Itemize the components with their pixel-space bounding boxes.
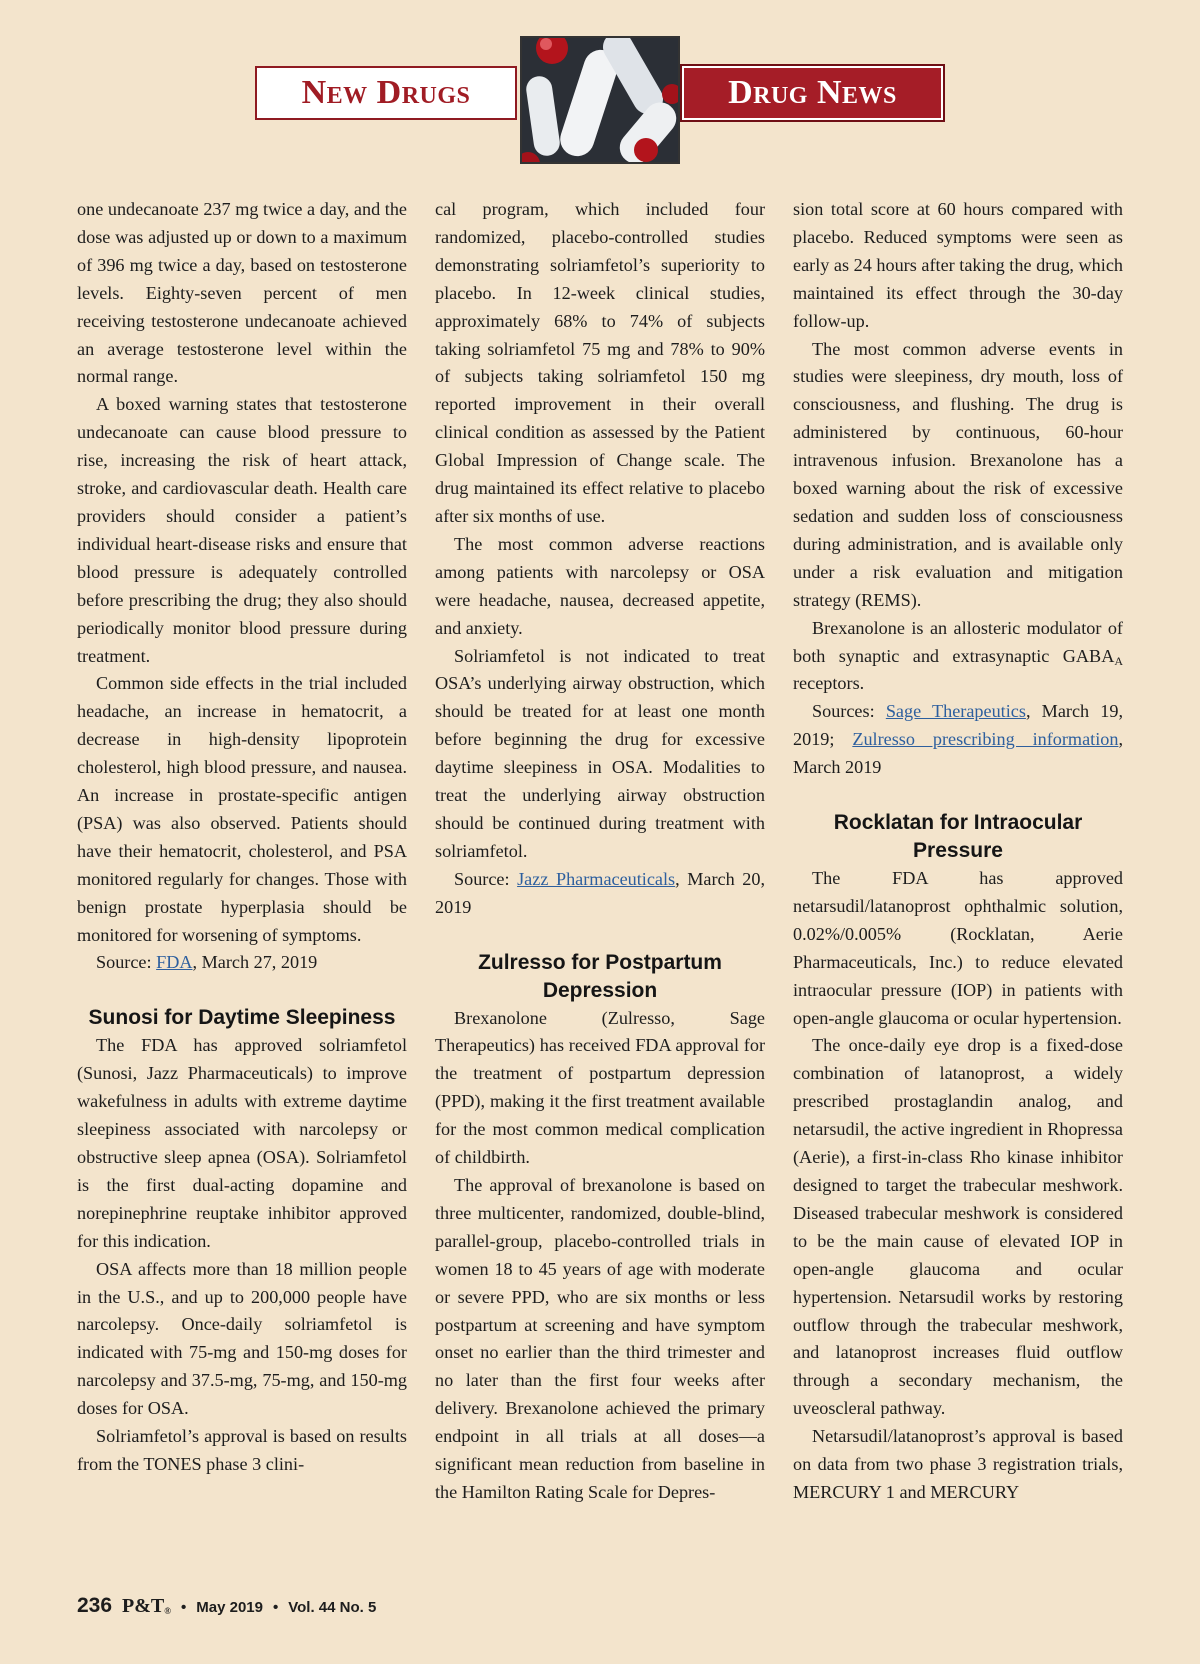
gaba-text-end: receptors. xyxy=(793,673,865,694)
sources-end: , March 2019 xyxy=(793,729,1123,778)
journal-title: P&T xyxy=(122,1595,165,1617)
paragraph: The FDA has approved solriamfetol (Sunosi, Jazz Pharmaceuticals) to improve wakefulness in adults with extreme daytime sleepiness associated with narcolepsy or obstructive sleep apnea (OSA). Solriamfetol is the first dual-acting dopamine and norepinephrine reuptake inhibitor approved for this indication. xyxy=(77,1035,407,1251)
source-label: Source: xyxy=(96,952,157,973)
paragraph: Common side effects in the trial included headache, an increase in hematocrit, a decrease in high-density lipoprotein cholesterol, high blood pressure, and nausea. An increase in prostate-specific antigen (PSA) was also observed. Patients should have their hematocrit, cholesterol, and PSA monitored regularly for changes. Those with benign prostate hyperplasia should be monitored for worsening of symptoms. xyxy=(77,673,407,945)
paragraph xyxy=(793,615,1123,699)
paragraph: The most common adverse events in studies were sleepiness, dry mouth, loss of consciousness, and flushing. The drug is administered by continuous, 60-hour intravenous infusion. Brexanolone has a boxed warning about the risk of excessive sedation and sudden loss of consciousness during administration, and is available only under a risk evaluation and mitigation strategy (REMS). xyxy=(793,338,1123,610)
paragraph: Brexanolone (Zulresso, Sage Therapeutics) has received FDA approval for the treatment of postpartum depression (PPD), making it the first treatment available for the most common medical complication of childbirth. xyxy=(435,1007,765,1168)
section-title-drug-news xyxy=(680,64,945,122)
column-1 xyxy=(77,196,407,1479)
column-3 xyxy=(793,196,1123,1507)
pills-photo xyxy=(520,36,680,164)
paragraph: sion total score at 60 hours compared with placebo. Reduced symptoms were seen as early as 24 hours after taking the drug, which maintained its effect through the 30-day follow-up. xyxy=(793,199,1123,331)
paragraph: Netarsudil/latanoprost’s approval is based on data from two phase 3 registration trials, MERCURY 1 and MERCURY xyxy=(793,1426,1123,1502)
paragraph: The once-daily eye drop is a fixed-dose combination of latanoprost, a widely prescribed prostaglandin analog, and netarsudil, the active ingredient in Rhopressa (Aerie), a first-in-class Rho kinase inhibitor designed to target the trabecular meshwork. Diseased trabecular meshwork is considered to be the main cause of elevated IOP in open-angle glaucoma and ocular hypertension. Netarsudil works by restoring outflow through the trabecular meshwork, and latanoprost increases fluid outflow through a secondary mechanism, the uveoscleral pathway. xyxy=(793,1035,1123,1419)
source-line xyxy=(77,949,407,977)
paragraph: OSA affects more than 18 million people in the U.S., and up to 200,000 people have narcolepsy. Once-daily solriamfetol is indicated with 75-mg and 150-mg doses for narcolepsy and 37.5-mg, 75-mg, and 150-mg doses for OSA. xyxy=(77,1258,407,1419)
paragraph: The most common adverse reactions among patients with narcolepsy or OSA were headache, nausea, decreased appetite, and anxiety. xyxy=(435,533,765,638)
sources-label: Sources: xyxy=(812,701,886,722)
gaba-subscript: A xyxy=(1114,653,1123,668)
paragraph: A boxed warning states that testosterone undecanoate can cause blood pressure to rise, increasing the risk of heart attack, stroke, and cardiovascular death. Health care providers should consider a patient’s individual heart-disease risks and ensure that blood pressure is adequately controlled before prescribing the drug; they also should periodically monitor blood pressure during treatment. xyxy=(77,394,407,666)
paragraph: The approval of brexanolone is based on three multicenter, randomized, double-blind, parallel-group, placebo-controlled trials in women 18 to 45 years of age with moderate or severe PPD, who are six months or less postpartum at screening and have symptom onset no earlier than the third trimester and no later than the first four weeks after delivery. Brexanolone achieved the primary endpoint in all trials at all doses—a significant mean reduction from baseline in the Hamilton Rating Scale for Depres- xyxy=(435,1175,765,1502)
paragraph: The FDA has approved netarsudil/latanoprost ophthalmic solution, 0.02%/0.005% (Rocklatan, Aerie Pharmaceuticals, Inc.) to reduce elevated intraocular pressure (IOP) in patients with open-angle glaucoma or ocular hypertension. xyxy=(793,868,1123,1028)
heading-rocklatan: Rocklatan for Intraocular Pressure xyxy=(833,811,1083,863)
footer-separator: • xyxy=(181,1599,187,1616)
section-title-drug-news-text: Drug News xyxy=(728,74,897,111)
column-2 xyxy=(435,196,765,1507)
section-title-new-drugs xyxy=(255,66,517,120)
paragraph: one undecanoate 237 mg twice a day, and the dose was adjusted up or down to a maximum of 396 mg twice a day, based on testosterone levels. Eighty-seven percent of men receiving testosterone undecanoate achieved an average testosterone level within the normal range. xyxy=(77,199,407,387)
jazz-pharmaceuticals-link[interactable]: Jazz Pharmaceuticals xyxy=(517,868,676,889)
sage-therapeutics-link[interactable]: Sage Therapeutics xyxy=(885,701,1026,722)
issue-date: May 2019 xyxy=(196,1599,263,1616)
sources-mid: , March 19, 2019; xyxy=(793,701,1124,750)
paragraph: Solriamfetol is not indicated to treat OSA’s underlying airway obstruction, which should be treated for at least one month before beginning the drug for excessive daytime sleepiness in OSA. Modalities to treat the underlying airway obstruction should be continued during treatment with solriamfetol. xyxy=(435,645,765,861)
section-title-new-drugs-text: New Drugs xyxy=(301,74,471,111)
footer-separator: • xyxy=(272,1599,279,1616)
page-footer xyxy=(77,1594,376,1618)
page-number: 236 xyxy=(77,1594,113,1617)
heading-zulresso: Zulresso for Postpartum Depression xyxy=(478,950,722,1002)
heading-sunosi: Sunosi for Daytime Sleepiness xyxy=(88,1006,396,1030)
source-date: , March 20, 2019 xyxy=(435,868,765,917)
registered-mark: ® xyxy=(164,1606,171,1616)
masthead xyxy=(0,0,1200,170)
volume-info: Vol. 44 No. 5 xyxy=(288,1599,377,1616)
source-label: Source: xyxy=(454,868,518,889)
paragraph: Solriamfetol’s approval is based on results from the TONES phase 3 clini- xyxy=(77,1426,407,1474)
gaba-text: Brexanolone is an allosteric modulator of both synaptic and extrasynaptic GABA xyxy=(793,617,1123,666)
pills-illustration xyxy=(522,38,680,164)
source-line xyxy=(435,866,765,922)
journal-name xyxy=(122,1595,171,1618)
paragraph: cal program, which included four randomized, placebo-controlled studies demonstrating solriamfetol’s superiority to placebo. In 12-week clinical studies, approximately 68% to 74% of subjects taking solriamfetol 75 mg and 78% to 90% of subjects taking solriamfetol 150 mg reported improvement in their overall clinical condition as assessed by the Patient Global Impression of Change scale. The drug maintained its effect relative to placebo after six months of use. xyxy=(435,199,765,526)
zulresso-prescribing-link[interactable]: Zulresso prescribing information xyxy=(852,729,1119,750)
sources-line xyxy=(793,698,1123,782)
source-date: , March 27, 2019 xyxy=(192,952,318,973)
fda-link[interactable]: FDA xyxy=(156,952,193,973)
